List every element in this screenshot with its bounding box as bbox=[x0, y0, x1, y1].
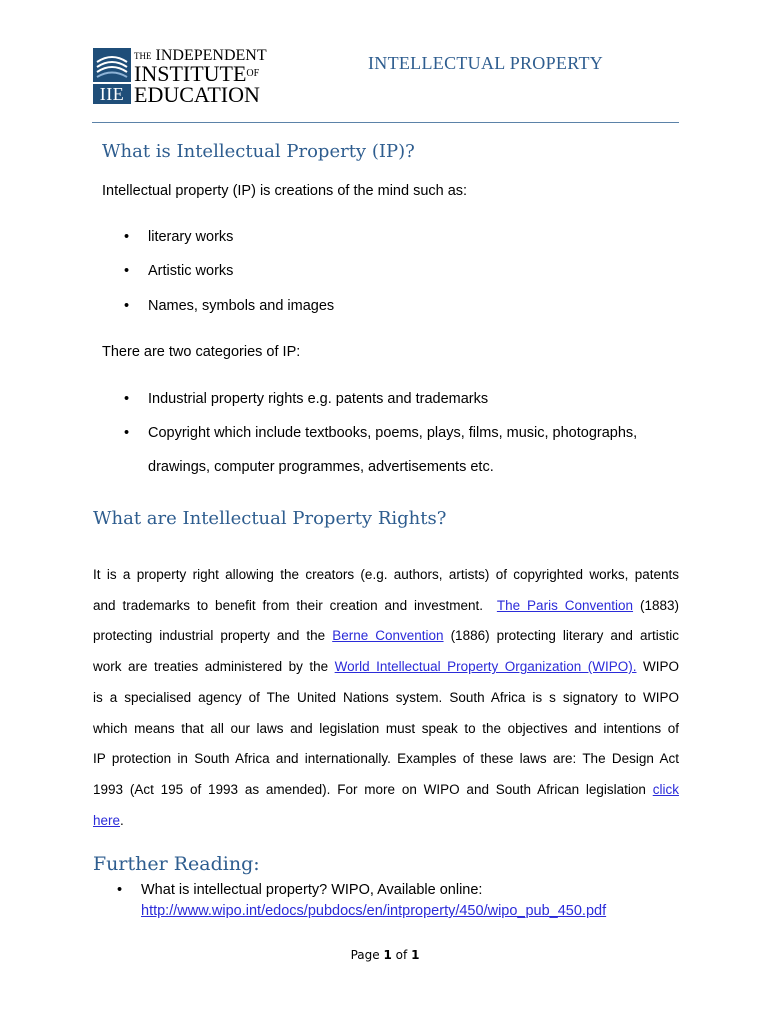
book-icon bbox=[93, 48, 131, 82]
list-item bbox=[117, 880, 607, 922]
paragraph-line: and trademarks to benefit from their creation and investment. The Paris Convention (1883) bbox=[93, 597, 679, 613]
logo-line3: EDUCATION bbox=[134, 82, 260, 107]
click-here-link-part2[interactable]: here bbox=[93, 812, 121, 828]
further-reading-text: What is intellectual property? WIPO, Available online: bbox=[141, 882, 483, 898]
bullet-icon: • bbox=[124, 229, 130, 245]
section-heading-ip-rights: What are Intellectual Property Rights? bbox=[93, 508, 447, 529]
section-heading-what-is-ip: What is Intellectual Property (IP)? bbox=[102, 141, 415, 162]
wipo-pdf-link[interactable]: http://www.wipo.int/edocs/pubdocs/en/intproperty/450/wipo_pub_450.pdf bbox=[141, 903, 607, 919]
categories-intro-text: There are two categories of IP: bbox=[102, 344, 301, 360]
ip-intro-text: Intellectual property (IP) is creations of the mind such as: bbox=[102, 183, 468, 199]
list-item: • Copyright which include textbooks, poems, plays, films, music, photographs, bbox=[124, 425, 638, 441]
paragraph-line: protecting industrial property and the Berne Convention (1886) protecting literary and artistic bbox=[93, 628, 679, 644]
list-item: • literary works bbox=[124, 229, 234, 245]
list-item-continuation: drawings, computer programmes, advertisements etc. bbox=[148, 459, 494, 475]
logo-abbreviation: IIE bbox=[93, 84, 131, 104]
paragraph-line: 1993 (Act 195 of 1993 as amended). For more on WIPO and South African legislation click bbox=[93, 781, 679, 797]
logo-line2: $INSTITUTE^{OF}$ bbox=[134, 61, 260, 86]
paragraph-line: which means that all our laws and legislation must speak to the objectives and intentions of bbox=[93, 720, 679, 736]
ip-rights-paragraph bbox=[93, 560, 679, 836]
berne-convention-link[interactable]: Berne Convention bbox=[332, 628, 444, 644]
bullet-icon: • bbox=[124, 263, 130, 279]
bullet-icon: • bbox=[124, 298, 130, 314]
paragraph-line: work are treaties administered by the World Intellectual Property Organization (WIPO). WIPO bbox=[93, 659, 679, 675]
page-number: Page 1 of 1 bbox=[350, 948, 420, 962]
institution-logo bbox=[93, 48, 298, 106]
bullet-icon: • bbox=[124, 391, 130, 407]
wipo-link[interactable]: World Intellectual Property Organization (WIPO). bbox=[334, 659, 637, 675]
section-heading-further-reading: Further Reading: bbox=[93, 853, 260, 875]
paragraph-line: here. bbox=[93, 812, 124, 828]
paragraph-line: IP protection in South Africa and internationally. Examples of these laws are: The Design Act bbox=[93, 751, 679, 767]
click-here-link-part1[interactable]: click bbox=[652, 781, 679, 797]
logo-line1: $^{THE}$ INDEPENDENT bbox=[134, 47, 267, 64]
paris-convention-link[interactable]: The Paris Convention bbox=[496, 597, 634, 613]
bullet-icon: • bbox=[117, 882, 123, 898]
paragraph-line: It is a property right allowing the creators (e.g. authors, artists) of copyrighted works, patents bbox=[93, 567, 679, 582]
paragraph-line: is a specialised agency of The United Nations system. South Africa is s signatory to WIPO bbox=[93, 689, 679, 705]
list-item: • Names, symbols and images bbox=[124, 298, 335, 314]
header-divider bbox=[92, 122, 679, 123]
bullet-icon: • bbox=[124, 425, 130, 441]
document-header-title: INTELLECTUAL PROPERTY bbox=[368, 53, 604, 73]
list-item: • Industrial property rights e.g. patents and trademarks bbox=[124, 391, 489, 407]
list-item: • Artistic works bbox=[124, 263, 234, 279]
